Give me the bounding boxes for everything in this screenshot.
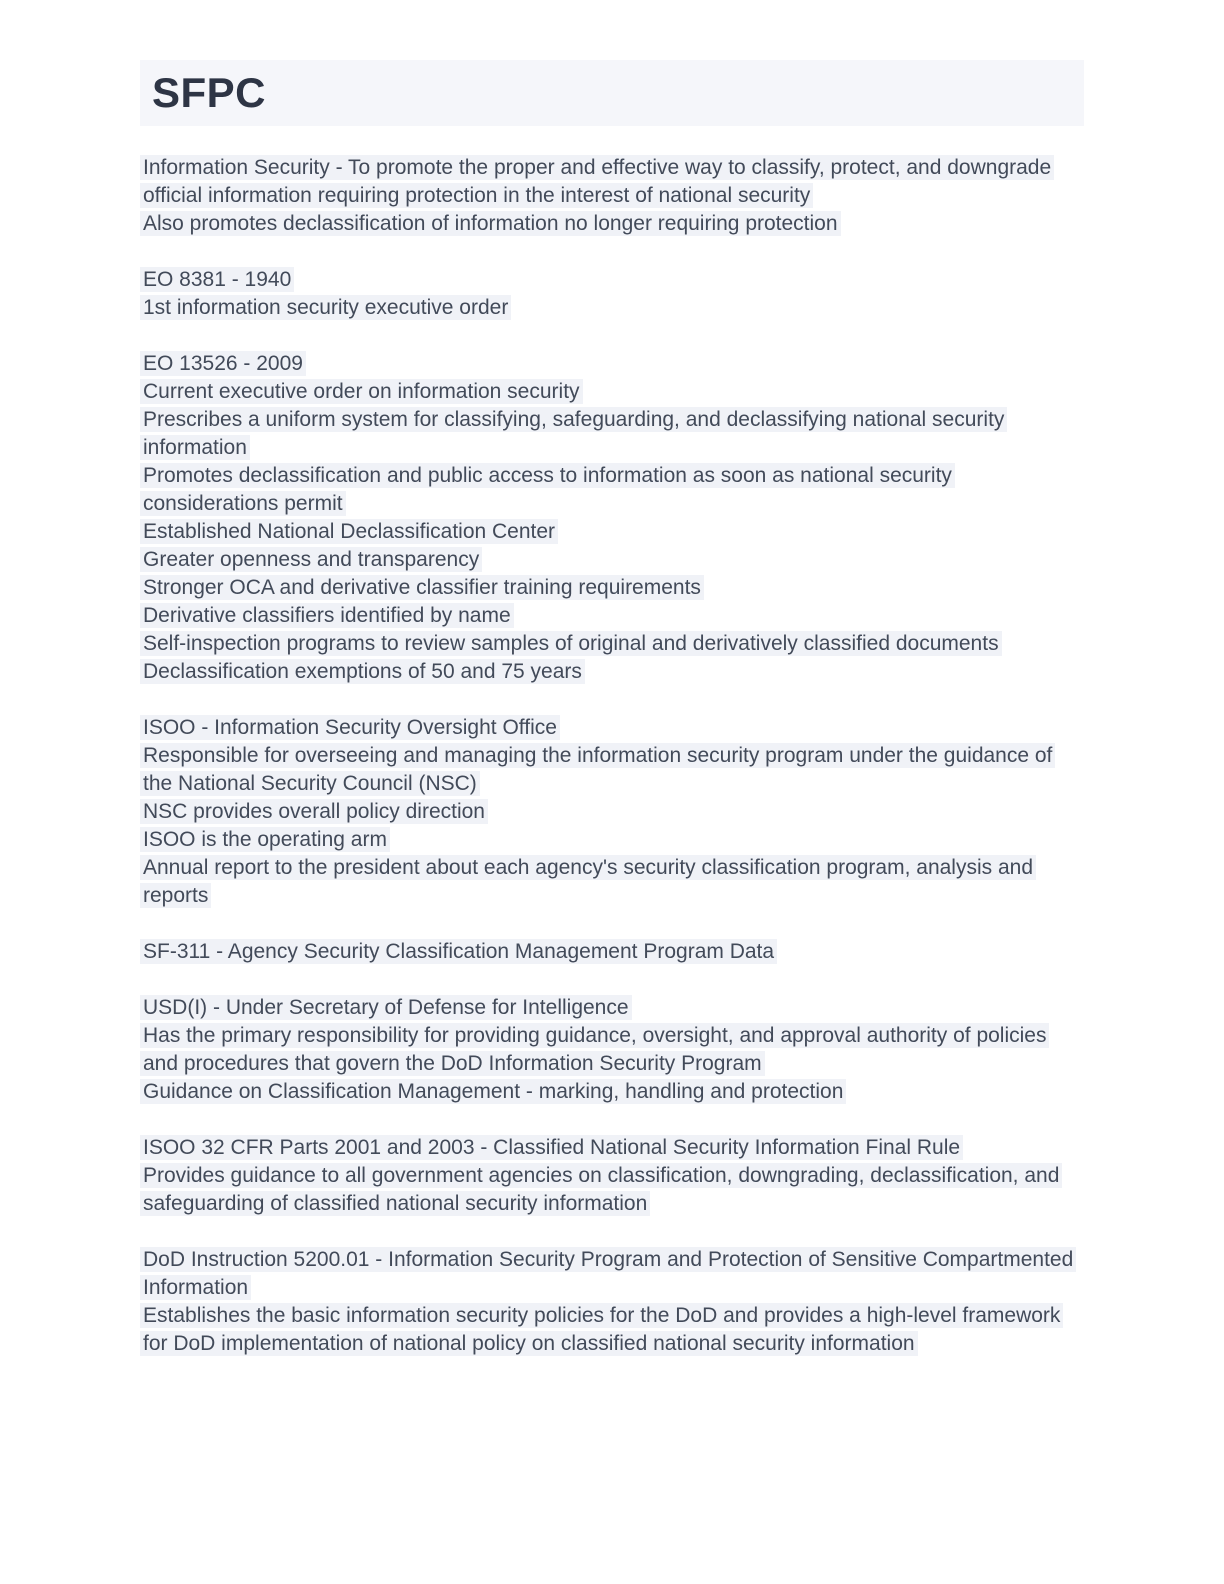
page-title: SFPC bbox=[140, 60, 1084, 126]
text-line bbox=[140, 1162, 1084, 1218]
text-line bbox=[140, 742, 1084, 798]
text-line bbox=[140, 210, 1084, 238]
highlighted-text: Information Security - To promote the proper and effective way to classify, protect, and downgrade official information requiring protection in the interest of national security bbox=[140, 155, 1054, 208]
text-line bbox=[140, 154, 1084, 210]
text-line bbox=[140, 574, 1084, 602]
text-line bbox=[140, 266, 1084, 294]
note-section bbox=[140, 154, 1084, 238]
text-line bbox=[140, 1302, 1084, 1358]
highlighted-text: Also promotes declassification of information no longer requiring protection bbox=[140, 211, 841, 236]
text-line bbox=[140, 630, 1084, 658]
highlighted-text: Guidance on Classification Management - marking, handling and protection bbox=[140, 1079, 846, 1104]
note-section bbox=[140, 350, 1084, 686]
highlighted-text: USD(I) - Under Secretary of Defense for Intelligence bbox=[140, 995, 632, 1020]
note-section bbox=[140, 1134, 1084, 1218]
highlighted-text: Declassification exemptions of 50 and 75 years bbox=[140, 659, 585, 684]
highlighted-text: Annual report to the president about each agency's security classification program, analysis and reports bbox=[140, 855, 1036, 908]
text-line bbox=[140, 658, 1084, 686]
text-line bbox=[140, 350, 1084, 378]
highlighted-text: Established National Declassification Center bbox=[140, 519, 558, 544]
text-line bbox=[140, 518, 1084, 546]
highlighted-text: DoD Instruction 5200.01 - Information Security Program and Protection of Sensitive Compartmented Information bbox=[140, 1247, 1076, 1300]
highlighted-text: EO 8381 - 1940 bbox=[140, 267, 294, 292]
text-line bbox=[140, 798, 1084, 826]
highlighted-text: EO 13526 - 2009 bbox=[140, 351, 306, 376]
text-line bbox=[140, 294, 1084, 322]
highlighted-text: ISOO 32 CFR Parts 2001 and 2003 - Classified National Security Information Final Rule bbox=[140, 1135, 963, 1160]
note-section bbox=[140, 266, 1084, 322]
text-line bbox=[140, 854, 1084, 910]
highlighted-text: Self-inspection programs to review samples of original and derivatively classified documents bbox=[140, 631, 1002, 656]
highlighted-text: NSC provides overall policy direction bbox=[140, 799, 488, 824]
document-body bbox=[140, 154, 1084, 1358]
highlighted-text: Promotes declassification and public access to information as soon as national security considerations permit bbox=[140, 463, 955, 516]
text-line bbox=[140, 1022, 1084, 1078]
note-section bbox=[140, 938, 1084, 966]
text-line bbox=[140, 378, 1084, 406]
highlighted-text: Prescribes a uniform system for classifying, safeguarding, and declassifying national security information bbox=[140, 407, 1007, 460]
note-section bbox=[140, 714, 1084, 910]
text-line bbox=[140, 1246, 1084, 1302]
highlighted-text: ISOO - Information Security Oversight Office bbox=[140, 715, 560, 740]
highlighted-text: Responsible for overseeing and managing the information security program under the guidance of the National Security Council (NSC) bbox=[140, 743, 1055, 796]
highlighted-text: Provides guidance to all government agencies on classification, downgrading, declassification, and safeguarding of classified national security information bbox=[140, 1163, 1062, 1216]
highlighted-text: Greater openness and transparency bbox=[140, 547, 482, 572]
text-line bbox=[140, 602, 1084, 630]
note-section bbox=[140, 1246, 1084, 1358]
highlighted-text: 1st information security executive order bbox=[140, 295, 511, 320]
highlighted-text: Current executive order on information security bbox=[140, 379, 583, 404]
text-line bbox=[140, 826, 1084, 854]
text-line bbox=[140, 406, 1084, 462]
note-section bbox=[140, 994, 1084, 1106]
text-line bbox=[140, 546, 1084, 574]
highlighted-text: Establishes the basic information security policies for the DoD and provides a high-level framework for DoD implementation of national policy on classified national security information bbox=[140, 1303, 1063, 1356]
text-line bbox=[140, 994, 1084, 1022]
text-line bbox=[140, 462, 1084, 518]
text-line bbox=[140, 714, 1084, 742]
text-line bbox=[140, 938, 1084, 966]
text-line bbox=[140, 1134, 1084, 1162]
highlighted-text: SF-311 - Agency Security Classification Management Program Data bbox=[140, 939, 777, 964]
text-line bbox=[140, 1078, 1084, 1106]
highlighted-text: Derivative classifiers identified by name bbox=[140, 603, 514, 628]
highlighted-text: ISOO is the operating arm bbox=[140, 827, 390, 852]
highlighted-text: Stronger OCA and derivative classifier training requirements bbox=[140, 575, 704, 600]
highlighted-text: Has the primary responsibility for providing guidance, oversight, and approval authority of policies and procedures that govern the DoD Information Security Program bbox=[140, 1023, 1049, 1076]
